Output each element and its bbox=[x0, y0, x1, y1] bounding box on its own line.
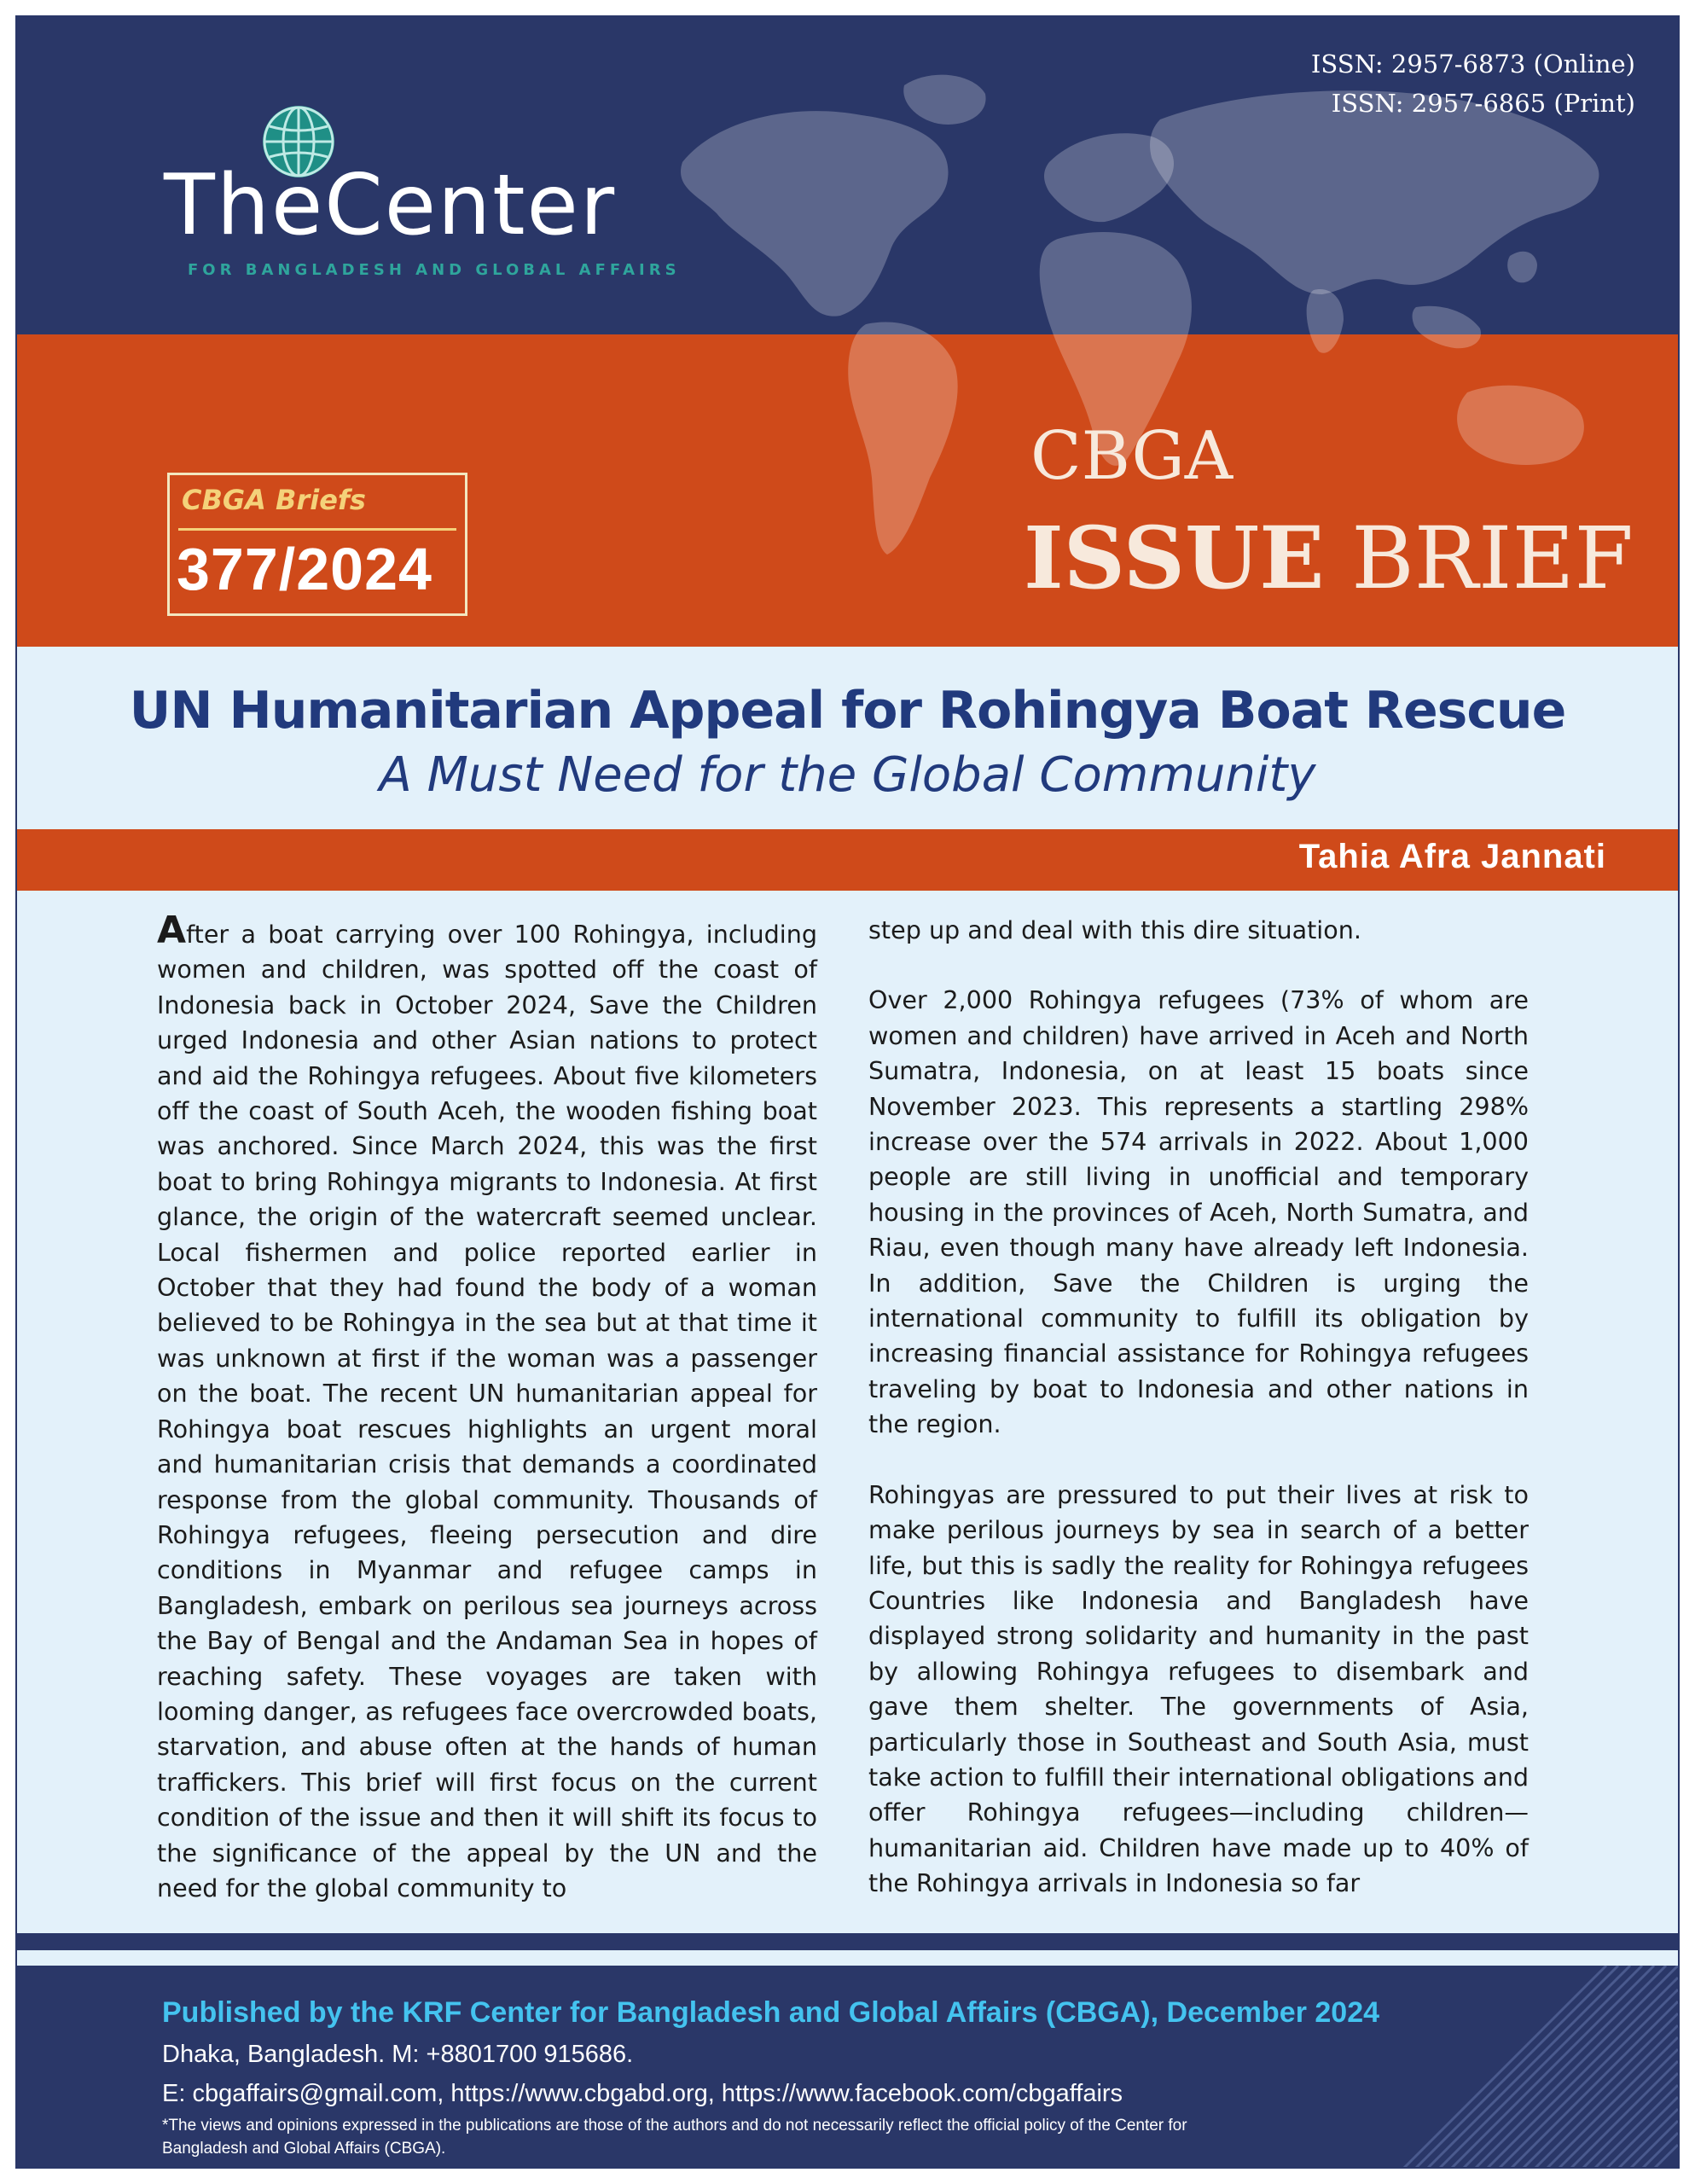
issn-print: ISSN: 2957-6865 (Print) bbox=[1331, 89, 1635, 118]
brief-number-box bbox=[167, 473, 467, 616]
briefs-divider bbox=[178, 528, 456, 531]
author-bar bbox=[17, 829, 1678, 891]
left-paragraph bbox=[157, 909, 817, 1906]
series-title-bold: ISSUE bbox=[1024, 508, 1325, 608]
footer-rule-light bbox=[17, 1950, 1678, 1966]
issue-brief-page bbox=[15, 15, 1680, 2169]
page-subtitle: A Must Need for the Global Community bbox=[379, 747, 1316, 803]
article-body bbox=[17, 891, 1678, 1933]
contact-line: E: cbgaffairs@gmail.com, https://www.cbgabd.org, https://www.facebook.com/cbgaffairs bbox=[162, 2080, 1123, 2107]
drop-cap: A bbox=[157, 909, 187, 952]
footer bbox=[17, 1966, 1678, 2169]
address-line: Dhaka, Bangladesh. M: +8801700 915686. bbox=[162, 2041, 634, 2068]
right-paragraph-2: Over 2,000 Rohingya refugees (73% of whom are women and children) have arrived in Aceh and North Sumatra, Indonesia, on at least 15 boats since November 2023. This represents a startling 298% increase over the 574 arrivals in 2022. About 1,000 people are still living in unofficial and temporary housing in the provinces of Aceh, North Sumatra, and Riau, even though many have already left Indonesia. In addition, Save the Children is urging the international community to fulfill its obligation by increasing financial assistance for Rohingya refugees traveling by boat to Indonesia and other nations in the region. bbox=[868, 985, 1529, 1439]
issn-online: ISSN: 2957-6873 (Online) bbox=[1310, 49, 1635, 78]
author-name: Tahia Afra Jannati bbox=[1298, 838, 1606, 875]
series-title bbox=[1024, 508, 1634, 608]
left-paragraph-text: fter a boat carrying over 100 Rohingya, including women and children, was spotted off the coast of Indonesia back in October 2024, Save the Children urged Indonesia and other Asian nations to protect and aid the Rohingya refugees. About five kilometers off the coast of South Aceh, the wooden fishing boat was anchored. Since March 2024, this was the first boat to bring Rohingya migrants to Indonesia. At first glance, the origin of the watercraft seemed unclear. Local fishermen and police reported earlier in October that they had found the body of a woman believed to be Rohingya in the sea but at that time it was unknown at first if the woman was a passenger on the boat. The recent UN humanitarian appeal for Rohingya boat rescues highlights an urgent moral and humanitarian crisis that demands a coordinated response from the global community. Thousands of Rohingya refugees, fleeing persecution and dire conditions in Myanmar and refugee camps in Bangladesh, embark on perilous sea journeys across the Bay of Bengal and the Andaman Sea in hopes of reaching safety. These voyages are taken with looming danger, as refugees face overcrowded boats, starvation, and abuse often at the hands of human traffickers. This brief will first focus on the current condition of the issue and then it will shift its focus to the significance of the appeal by the UN and the need for the global community to bbox=[157, 920, 817, 1902]
logo-wordmark: TheCenter bbox=[164, 157, 617, 254]
page-title: UN Humanitarian Appeal for Rohingya Boat Rescue bbox=[129, 681, 1566, 741]
publisher-line: Published by the KRF Center for Bangladesh and Global Affairs (CBGA), December 2024 bbox=[162, 1996, 1380, 2029]
hatch-pattern-graphic bbox=[1388, 1966, 1678, 2169]
brief-number: 377/2024 bbox=[177, 536, 432, 602]
disclaimer: *The views and opinions expressed in the publications are those of the authors and do not necessarily reflect the official policy of the Center for Bangladesh and Global Affairs (CBGA). bbox=[162, 2117, 1187, 2158]
right-paragraph-3: Rohingyas are pressured to put their lives at risk to make perilous journeys by sea in search of a better life, but this is sadly the reality for Rohingya refugees Countries like Indonesia and Bangladesh have displayed strong solidarity and humanity in the past by allowing Rohingya refugees to disembark and gave them shelter. The governments of Asia, particularly those in Southeast and South Asia, must take action to fulfill their international obligations and offer Rohingya refugees—including children—humanitarian aid. Children have made up to 40% of the Rohingya arrivals in Indonesia so far bbox=[868, 1479, 1529, 1898]
title-band bbox=[17, 647, 1678, 829]
logo-subtitle: FOR BANGLADESH AND GLOBAL AFFAIRS bbox=[188, 261, 681, 279]
right-column bbox=[868, 913, 1529, 1937]
footer-rule-dark bbox=[17, 1933, 1678, 1950]
series-label: CBGA bbox=[1030, 418, 1234, 495]
left-column bbox=[157, 909, 817, 1941]
briefs-label: CBGA Briefs bbox=[182, 484, 366, 516]
right-paragraph-1: step up and deal with this dire situation. bbox=[868, 915, 1361, 944]
series-title-rest: BRIEF bbox=[1351, 508, 1634, 608]
